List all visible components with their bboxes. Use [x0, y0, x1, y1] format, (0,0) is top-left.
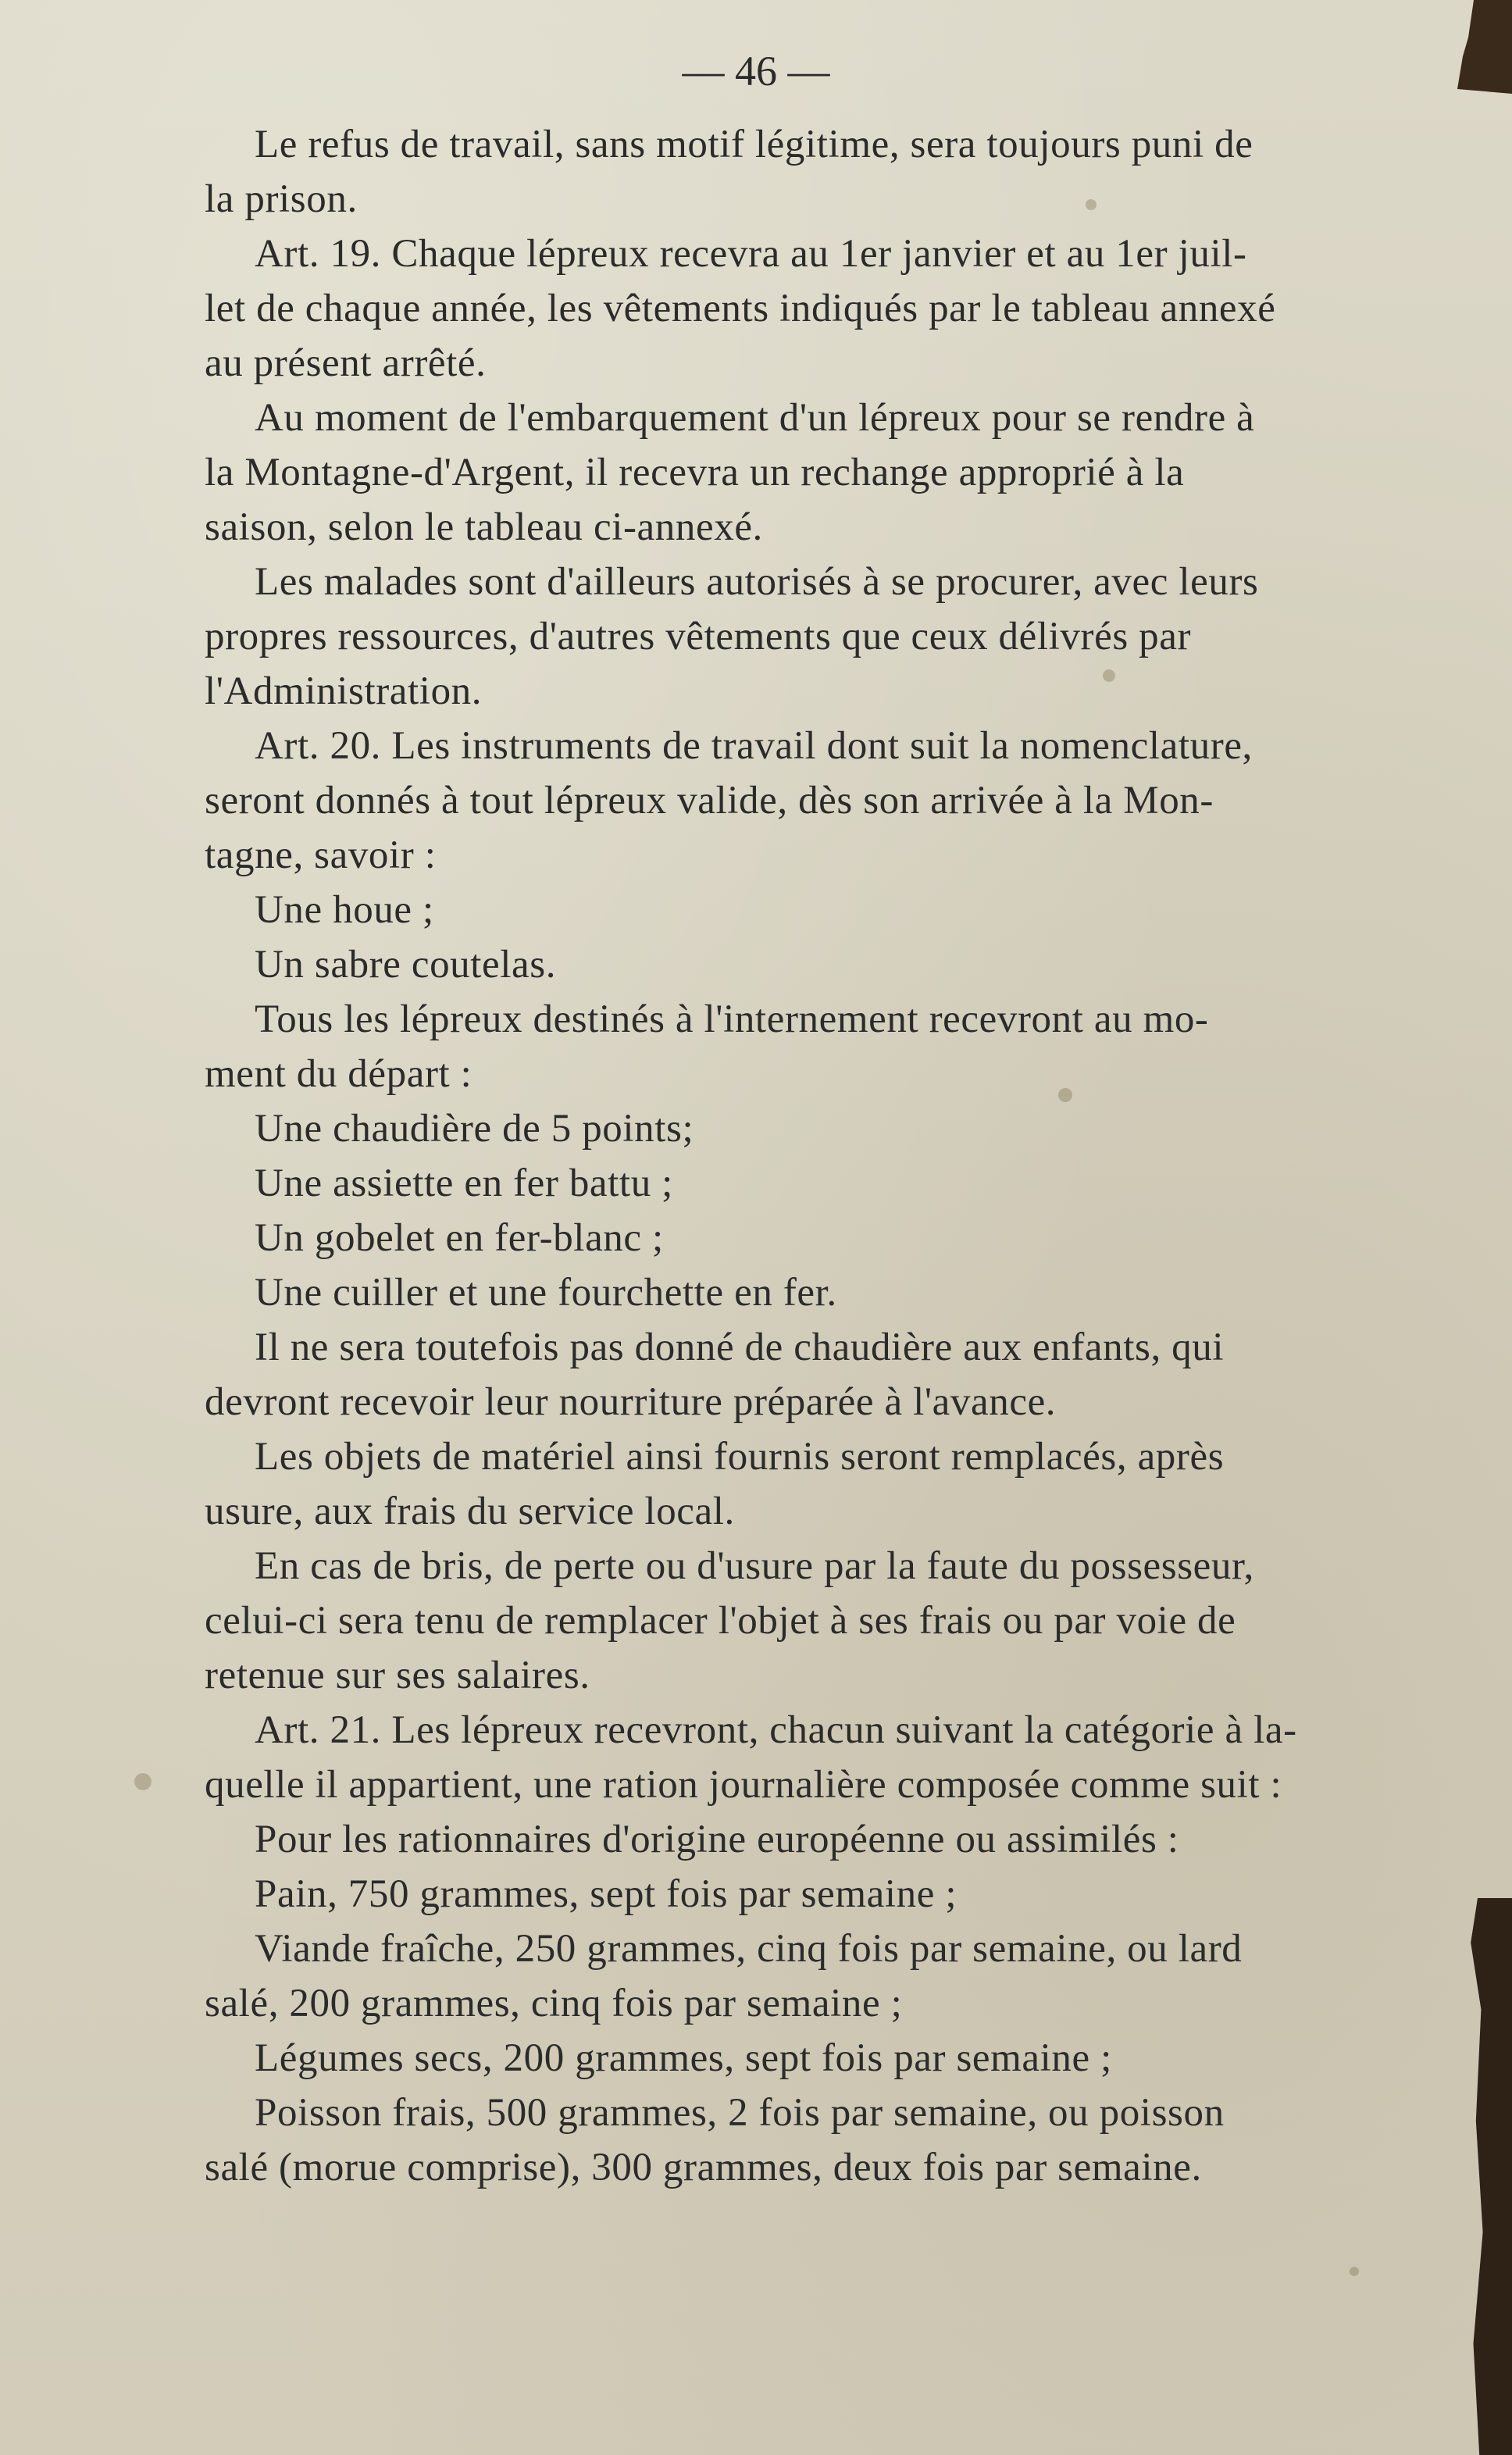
text-line: propres ressources, d'autres vêtements que ceux délivrés par	[205, 615, 1192, 658]
text-line: la Montagne-d'Argent, il recevra un rechange approprié à la	[205, 451, 1185, 494]
paragraph	[205, 1812, 1454, 1867]
paragraph	[205, 1320, 1454, 1429]
text-line: tagne, savoir :	[205, 833, 437, 877]
text-line: saison, selon le tableau ci-annexé.	[205, 505, 763, 549]
text-line: Une chaudière de 5 points;	[255, 1107, 694, 1151]
text-line: salé, 200 grammes, cinq fois par semaine ;	[205, 1982, 903, 2025]
text-line: l'Administration.	[205, 669, 483, 713]
list-item	[205, 1156, 1454, 1211]
text-line: Les objets de matériel ainsi fournis seront remplacés, après	[255, 1435, 1225, 1479]
paragraph	[205, 555, 1454, 719]
text-line: Une cuiller et une fourchette en fer.	[255, 1271, 837, 1315]
text-line: Art. 21. Les lépreux recevront, chacun suivant la catégorie à la-	[255, 1708, 1297, 1752]
text-line: Art. 20. Les instruments de travail dont suit la nomenclature,	[255, 724, 1253, 768]
paragraph	[205, 1867, 1454, 1922]
text-line: Le refus de travail, sans motif légitime, sera toujours puni de	[255, 123, 1253, 166]
text-line: Pain, 750 grammes, sept fois par semaine ;	[255, 1872, 957, 1916]
list-item	[205, 883, 1454, 937]
text-line: Un gobelet en fer-blanc ;	[255, 1216, 664, 1260]
text-line: Viande fraîche, 250 grammes, cinq fois par semaine, ou lard	[255, 1927, 1243, 1971]
text-line: En cas de bris, de perte ou d'usure par la faute du possesseur,	[255, 1544, 1254, 1588]
ink-spot	[134, 1773, 152, 1790]
text-line: Une assiette en fer battu ;	[255, 1161, 673, 1205]
paragraph	[205, 2031, 1454, 2086]
text-line: usure, aux frais du service local.	[205, 1490, 735, 1533]
paragraph	[205, 391, 1454, 555]
text-line: Légumes secs, 200 grammes, sept fois par semaine ;	[255, 2036, 1112, 2080]
text-line: Art. 19. Chaque lépreux recevra au 1er janvier et au 1er juil-	[255, 232, 1247, 276]
page-number: — 46 —	[682, 48, 830, 95]
paragraph	[205, 227, 1454, 391]
text-line: au présent arrêté.	[205, 341, 487, 385]
body-text	[205, 117, 1454, 2195]
paragraph	[205, 992, 1454, 1101]
text-line: salé (morue comprise), 300 grammes, deux fois par semaine.	[205, 2146, 1202, 2189]
text-line: devront recevoir leur nourriture préparée à l'avance.	[205, 1380, 1057, 1424]
paragraph	[205, 1539, 1454, 1703]
paragraph	[205, 719, 1454, 883]
text-line: let de chaque année, les vêtements indiqués par le tableau annexé	[205, 287, 1276, 330]
text-line: Poisson frais, 500 grammes, 2 fois par semaine, ou poisson	[255, 2091, 1225, 2135]
text-line: celui-ci sera tenu de remplacer l'objet à ses frais ou par voie de	[205, 1599, 1236, 1643]
text-line: Il ne sera toutefois pas donné de chaudière aux enfants, qui	[255, 1326, 1225, 1369]
text-line: Un sabre coutelas.	[255, 943, 557, 987]
list-item	[205, 1211, 1454, 1265]
text-line: Tous les lépreux destinés à l'internement recevront au mo-	[255, 997, 1209, 1041]
paragraph	[205, 117, 1454, 227]
paragraph	[205, 2086, 1454, 2195]
list-item	[205, 1265, 1454, 1320]
paragraph	[205, 1703, 1454, 1812]
text-line: Une houe ;	[255, 888, 434, 932]
text-line: Les malades sont d'ailleurs autorisés à se procurer, avec leurs	[255, 560, 1259, 604]
list-item	[205, 937, 1454, 992]
paragraph	[205, 1922, 1454, 2031]
text-line: seront donnés à tout lépreux valide, dès son arrivée à la Mon-	[205, 779, 1214, 822]
list-item	[205, 1101, 1454, 1156]
text-line: ment du départ :	[205, 1052, 472, 1096]
text-line: retenue sur ses salaires.	[205, 1654, 590, 1697]
paragraph	[205, 1429, 1454, 1539]
text-line: quelle il appartient, une ration journalière composée comme suit :	[205, 1763, 1282, 1807]
ink-spot	[1350, 2267, 1359, 2276]
text-line: la prison.	[205, 177, 358, 221]
text-line: Au moment de l'embarquement d'un lépreux pour se rendre à	[255, 396, 1255, 440]
text-line: Pour les rationnaires d'origine européenne ou assimilés :	[255, 1818, 1179, 1861]
